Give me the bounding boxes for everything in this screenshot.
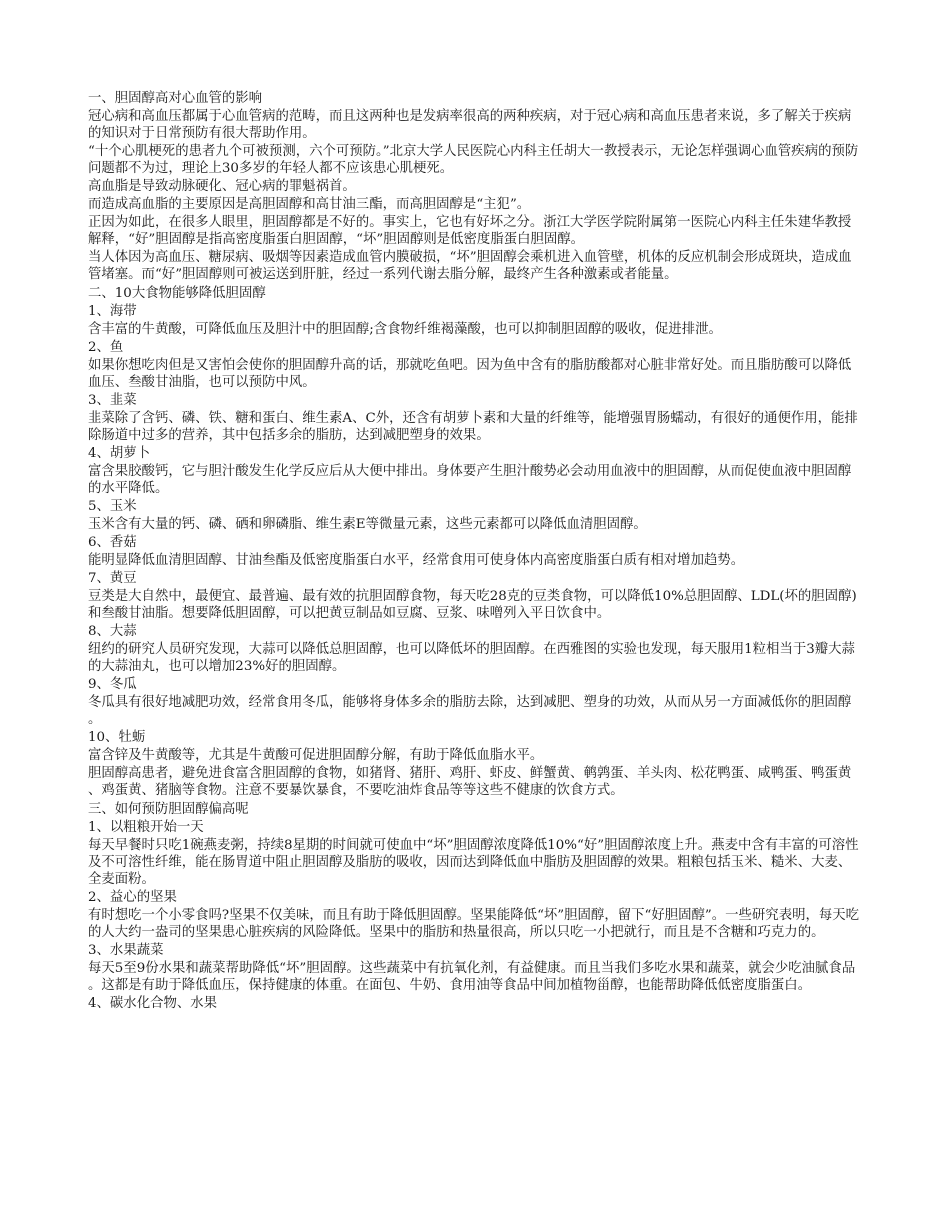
paragraph: 如果你想吃肉但是又害怕会使你的胆固醇升高的话，那就吃鱼吧。因为鱼中含有的脂肪酸都对心脏非常好处。而且脂肪酸可以降低血压、叁酸甘油脂，也可以预防中风。 [88,358,852,390]
paragraph: 含丰富的牛黄酸，可降低血压及胆汁中的胆固醇;含食物纤维褐藻酸，也可以抑制胆固醇的吸收，促进排泄。 [88,322,722,337]
section-heading: 三、如何预防胆固醇偏高呢 [88,802,249,817]
subsection-heading: 10、牡蛎 [88,730,146,745]
paragraph: 豆类是大自然中，最便宜、最普遍、最有效的抗胆固醇食物，每天吃28克的豆类食物，可以降低10%总胆固醇、LDL(坏的胆固醇)和叁酸甘油脂。想要降低胆固醇，可以把黄豆制品如豆腐、豆浆、味噌列入平日饮食中。 [88,589,857,621]
paragraph: 纽约的研究人员研究发现，大蒜可以降低总胆固醇，也可以降低坏的胆固醇。在西雅图的实验也发现，每天服用1粒相当于3瓣大蒜的大蒜油丸，也可以增加23%好的胆固醇。 [88,642,855,674]
subsection-heading: 1、以粗粮开始一天 [88,820,204,835]
paragraph: 韭菜除了含钙、磷、铁、糖和蛋白、维生素A、C外，还含有胡萝卜素和大量的纤维等，能增强胃肠蠕动，有很好的通便作用，能排除肠道中过多的营养，其中包括多余的脂肪，达到减肥塑身的效果。 [88,411,858,443]
subsection-heading: 1、海带 [88,304,137,319]
subsection-heading: 7、黄豆 [88,571,137,586]
subsection-heading: 4、胡萝卜 [88,446,151,461]
paragraph: 而造成高血脂的主要原因是高胆固醇和高甘油三酯，而高胆固醇是“主犯”。 [88,197,531,212]
subsection-heading: 2、鱼 [88,340,124,355]
subsection-heading: 6、香菇 [88,535,137,550]
paragraph: “十个心肌梗死的患者九个可被预测，六个可预防。”北京大学人民医院心内科主任胡大一教授表示，无论怎样强调心血管疾病的预防问题都不为过，理论上30多岁的年轻人都不应该患心肌梗死。 [88,144,859,176]
paragraph: 高血脂是导致动脉硬化、冠心病的罪魁祸首。 [88,179,356,194]
section-heading: 二、10大食物能够降低胆固醇 [88,286,266,301]
paragraph: 玉米含有大量的钙、磷、硒和卵磷脂、维生素E等微量元素，这些元素都可以降低血清胆固醇。 [88,517,647,532]
paragraph: 有时想吃一个小零食吗?坚果不仅美味，而且有助于降低胆固醇。坚果能降低“坏”胆固醇，留下“好胆固醇”。一些研究表明，每天吃的人大约一盎司的坚果患心脏疾病的风险降低。坚果中的脂肪和热量很高，所以只吃一小把就行，而且是不含糖和巧克力的。 [88,908,860,940]
subsection-heading: 3、水果蔬菜 [88,943,164,958]
paragraph: 冠心病和高血压都属于心血管病的范畴，而且这两种也是发病率很高的两种疾病，对于冠心病和高血压患者来说，多了解关于疾病的知识对于日常预防有很大帮助作用。 [88,109,852,141]
paragraph: 富含锌及牛黄酸等，尤其是牛黄酸可促进胆固醇分解，有助于降低血脂水平。 [88,748,544,763]
paragraph: 冬瓜具有很好地减肥功效，经常食用冬瓜，能够将身体多余的脂肪去除，达到减肥、塑身的功效，从而从另一方面减低你的胆固醇。 [88,695,852,727]
paragraph: 能明显降低血清胆固醇、甘油叁酯及低密度脂蛋白水平，经常食用可使身体内高密度脂蛋白质有相对增加趋势。 [88,553,745,568]
subsection-heading: 4、碳水化合物、水果 [88,996,218,1011]
paragraph: 富含果胶酸钙，它与胆汁酸发生化学反应后从大便中排出。身体要产生胆汁酸势必会动用血液中的胆固醇，从而促使血液中胆固醇的水平降低。 [88,464,852,496]
paragraph: 每天5至9份水果和蔬菜帮助降低“坏”胆固醇。这些蔬菜中有抗氧化剂，有益健康。而且当我们多吃水果和蔬菜，就会少吃油腻食品。这都是有助于降低血压，保持健康的体重。在面包、牛奶、食用油等食品中间加植物甾醇，也能帮助降低低密度脂蛋白。 [88,961,856,993]
subsection-heading: 5、玉米 [88,499,137,514]
subsection-heading: 2、益心的坚果 [88,890,177,905]
subsection-heading: 9、冬瓜 [88,677,137,692]
paragraph: 正因为如此，在很多人眼里，胆固醇都是不好的。事实上，它也有好坏之分。浙江大学医学院附属第一医院心内科主任朱建华教授解释，“好”胆固醇是指高密度脂蛋白胆固醇，“坏”胆固醇则是低密度脂蛋白胆固醇。 [88,215,852,247]
document-body [88,88,863,1012]
paragraph: 当人体因为高血压、糖尿病、吸烟等因素造成血管内膜破损，“坏”胆固醇会乘机进入血管壁，机体的反应机制会形成斑块，造成血管堵塞。而“好”胆固醇则可被运送到肝脏，经过一系列代谢去脂分解，最终产生各种激素或者能量。 [88,250,852,282]
section-heading: 一、胆固醇高对心血管的影响 [88,91,263,106]
paragraph: 胆固醇高患者，避免进食富含胆固醇的食物，如猪肾、猪肝、鸡肝、虾皮、鲜蟹黄、鹌鹑蛋、羊头肉、松花鸭蛋、咸鸭蛋、鸭蛋黄、鸡蛋黄、猪脑等食物。注意不要暴饮暴食，不要吃油炸食品等等这些不健康的饮食方式。 [88,766,852,798]
paragraph: 每天早餐时只吃1碗燕麦粥，持续8星期的时间就可使血中“坏”胆固醇浓度降低10%“好”胆固醇浓度上升。燕麦中含有丰富的可溶性及不可溶性纤维，能在肠胃道中阻止胆固醇及脂肪的吸收，因而达到降低血中脂肪及胆固醇的效果。粗粮包括玉米、糙米、大麦、全麦面粉。 [88,838,859,887]
subsection-heading: 3、韭菜 [88,393,137,408]
subsection-heading: 8、大蒜 [88,624,137,639]
